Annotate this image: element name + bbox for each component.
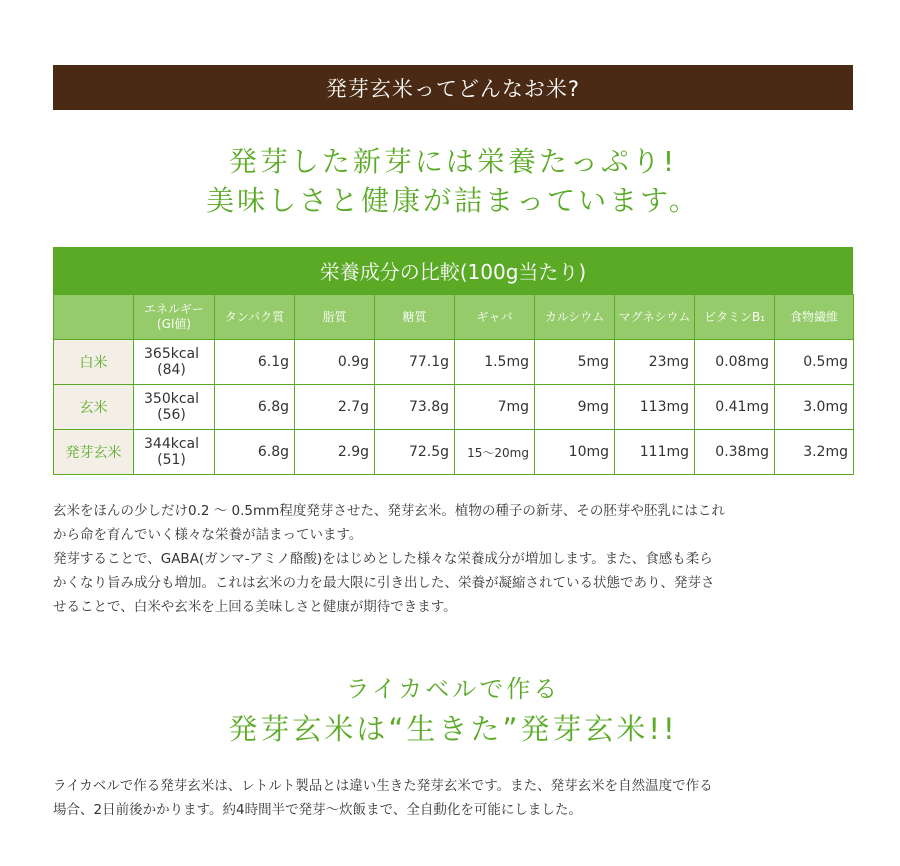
table-cell: 23mg (615, 340, 695, 385)
header-calcium: カルシウム (535, 295, 615, 340)
closing-paragraph (53, 774, 853, 822)
header-vitamin-b1: ビタミンB₁ (695, 295, 775, 340)
row-label: 玄米 (54, 385, 134, 430)
header-blank (54, 295, 134, 340)
paragraph-line: 場合、2日前後かかります。約4時間半で発芽〜炊飯まで、全自動化を可能にしました。 (53, 802, 582, 818)
table-cell: 15〜20mg (455, 430, 535, 475)
table-cell: 72.5g (375, 430, 455, 475)
energy-cell: 344kcal (51) (134, 430, 215, 475)
table-row (54, 340, 854, 385)
row-label: 白米 (54, 340, 134, 385)
table-cell: 0.08mg (695, 340, 775, 385)
nutrition-table (53, 294, 854, 475)
table-title-text: 栄養成分の比較(100g当たり) (319, 260, 587, 284)
section-banner (53, 65, 853, 110)
table-cell: 6.1g (215, 340, 295, 385)
header-fat: 脂質 (295, 295, 375, 340)
table-cell: 3.2mg (775, 430, 854, 475)
table-cell: 0.9g (295, 340, 375, 385)
table-cell: 73.8g (375, 385, 455, 430)
table-cell: 6.8g (215, 430, 295, 475)
table-row (54, 385, 854, 430)
paragraph-line: せることで、白米や玄米を上回る美味しさと健康が期待できます。 (53, 599, 457, 615)
table-header-row (54, 295, 854, 340)
nutrition-table-title (53, 247, 853, 294)
paragraph-line: 発芽することで、GABA(ガンマ-アミノ酪酸)をはじめとした様々な栄養成分が増加します。また、食感も柔ら (53, 551, 713, 567)
headline-line-2: 美味しさと健康が詰まっています。 (206, 184, 700, 217)
header-carb: 糖質 (375, 295, 455, 340)
header-gaba: ギャバ (455, 295, 535, 340)
table-cell: 9mg (535, 385, 615, 430)
table-cell: 1.5mg (455, 340, 535, 385)
row-label: 発芽玄米 (54, 430, 134, 475)
table-cell: 77.1g (375, 340, 455, 385)
table-cell: 10mg (535, 430, 615, 475)
header-energy: エネルギー (GI値) (134, 295, 215, 340)
subheading-line-1: ライカベルで作る (345, 675, 561, 703)
header-protein: タンパク質 (215, 295, 295, 340)
paragraph-line: 玄米をほんの少しだけ0.2 〜 0.5mm程度発芽させた、発芽玄米。植物の種子の新芽、その胚芽や胚乳にはこれ (53, 503, 725, 519)
paragraph-line: から命を育んでいく様々な栄養が詰まっています。 (53, 527, 363, 543)
paragraph-line: かくなり旨み成分も増加。これは玄米の力を最大限に引き出した、栄養が凝縮されている状態であり、発芽さ (53, 575, 715, 591)
table-cell: 2.9g (295, 430, 375, 475)
table-cell: 111mg (615, 430, 695, 475)
subheading-line-2: 発芽玄米は“生きた”発芽玄米!! (228, 712, 678, 746)
table-cell: 0.5mg (775, 340, 854, 385)
table-cell: 5mg (535, 340, 615, 385)
header-fiber: 食物繊維 (775, 295, 854, 340)
table-cell: 0.38mg (695, 430, 775, 475)
intro-paragraph (53, 499, 853, 619)
table-cell: 6.8g (215, 385, 295, 430)
table-cell: 2.7g (295, 385, 375, 430)
headline-line-1: 発芽した新芽には栄養たっぷり! (228, 145, 678, 178)
header-magnesium: マグネシウム (615, 295, 695, 340)
banner-title: 発芽玄米ってどんなお米? (325, 76, 581, 101)
paragraph-line: ライカベルで作る発芽玄米は、レトルト製品とは違い生きた発芽玄米です。また、発芽玄米を自然温度で作る (53, 778, 713, 794)
table-cell: 0.41mg (695, 385, 775, 430)
table-cell: 3.0mg (775, 385, 854, 430)
table-cell: 7mg (455, 385, 535, 430)
table-cell: 113mg (615, 385, 695, 430)
table-row (54, 430, 854, 475)
energy-cell: 365kcal (84) (134, 340, 215, 385)
energy-cell: 350kcal (56) (134, 385, 215, 430)
